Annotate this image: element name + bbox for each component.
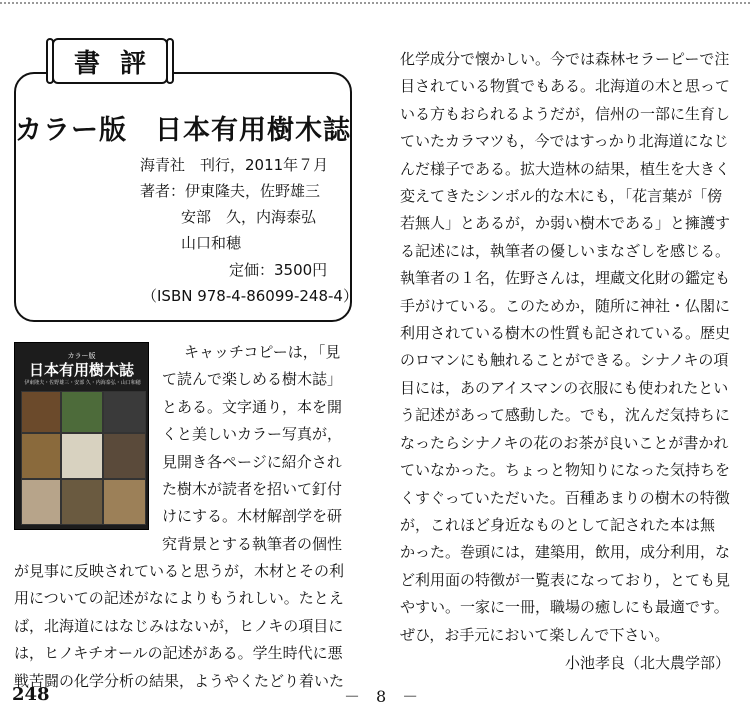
text-line: う記述があって感動した。でも，沈んだ気持ちに [400,406,730,425]
cover-title: 日本有用樹木誌 [28,361,134,379]
authors-line-3: 山口和穂 [181,234,242,252]
text-line: かった。巻頭には，建築用，飲用，成分利用，な [400,543,731,562]
scroll-roll-left [46,38,54,84]
text-line: とある。文字通り，本を開 [162,397,343,416]
text-line: て読んで楽しめる樹木誌」 [162,370,343,389]
review-tab [52,38,168,84]
cover-photo-grid [21,391,144,523]
reviewer-signature: 小池孝良（北大農学部） [564,654,730,672]
book-cover-image [14,342,149,530]
text-line: くと美しいカラー写真が， [162,425,343,444]
text-line: んだ様子である。拡大造林の結果，植生を大きく [400,159,731,178]
text-line: くすぐっていただいた。百種あまりの樹木の特徴 [400,488,730,507]
text-line: キャッチコピーは，「見 [184,343,341,361]
text-line: けにする。木材解剖学を研 [162,507,343,526]
text-line: 戦苦闘の化学分析の結果，ようやくたどり着いた [14,671,345,690]
text-line: 手がけている。このためか，随所に神社・仏閣に [400,296,731,315]
text-line: 変えてきたシンボル的な木にも，「花言葉が「傍 [400,187,723,206]
review-tab-label: 書評 [74,48,167,79]
text-line: 用についての記述がなによりもうれしい。たとえ [14,589,344,608]
text-line: ていたカラマツも，今ではすっかり北海道になじ [400,132,729,151]
text-line: は，ヒノキチオールの記述がある。学生時代に悪 [14,644,343,663]
text-line: が見事に反映されていると思うが，木材とその利 [14,562,345,580]
cover-edition-label: カラー版 [67,352,96,360]
cover-authors: 伊東隆夫・佐野雄三・安部 久・内海泰弘・山口和穂 [24,380,141,386]
text-line: る記述には，執筆者の優しいまなざしを感じる。 [400,241,731,260]
authors-line-2: 安部 久，内海泰弘 [181,208,317,226]
page-number: 248 [12,684,50,705]
authors-line-1: 著者：伊東隆夫，佐野雄三 [140,182,321,200]
text-line: 若無人」とあるが，か弱い樹木である」と擁護す [400,214,731,233]
text-line: ど利用面の特徴が一覧表になっており，とても見 [400,570,731,589]
top-border [0,2,750,10]
text-line: ていなかった。ちょっと物知りになった気持ちを [400,461,731,480]
text-line: 執筆者の１名，佐野さんは，埋蔵文化財の鑑定も [400,269,731,288]
text-line: 利用されている樹木の性質も記されている。歴史 [400,324,731,343]
right-column [400,46,730,649]
left-column-beside-cover [162,339,342,558]
text-line: た樹木が読者を招いて釘付 [162,480,343,499]
publisher-line: 海青社 刊行，2011年７月 [140,156,329,174]
text-line: 見開き各ページに紹介され [162,452,342,471]
text-line: 目には，あのアイスマンの衣服にも使われたとい [400,378,729,397]
scroll-roll-right [166,38,174,84]
text-line: なったらシナノキの花のお茶が良いことが書かれ [400,433,729,452]
book-title: カラー版 日本有用樹木誌 [15,115,351,146]
text-line: のロマンにも触れることができる。シナノキの項 [400,351,729,370]
folio: － 8 － [344,687,419,706]
text-line: ぜひ，お手元において楽しんで下さい。 [400,625,670,644]
left-column-full-width [14,558,344,695]
text-line: 究背景とする執筆者の個性 [162,534,343,553]
text-line: 目されている物質でもある。北海道の木と思って [400,77,731,96]
isbn: （ISBN 978-4-86099-248-4） [142,287,358,305]
text-line: やすい。一家に一冊，職場の癒しにも最適です。 [400,598,729,617]
price: 定価：3500円 [229,261,328,279]
text-line: 化学成分で懐かしい。今では森林セラーピーで注 [400,50,730,68]
text-line: いる方もおられるようだが，信州の一部に生育し [400,104,731,123]
text-line: が，これほど身近なものとして記された本は無 [400,515,716,534]
text-line: ば，北海道にはなじみはないが，ヒノキの項目に [14,616,344,635]
